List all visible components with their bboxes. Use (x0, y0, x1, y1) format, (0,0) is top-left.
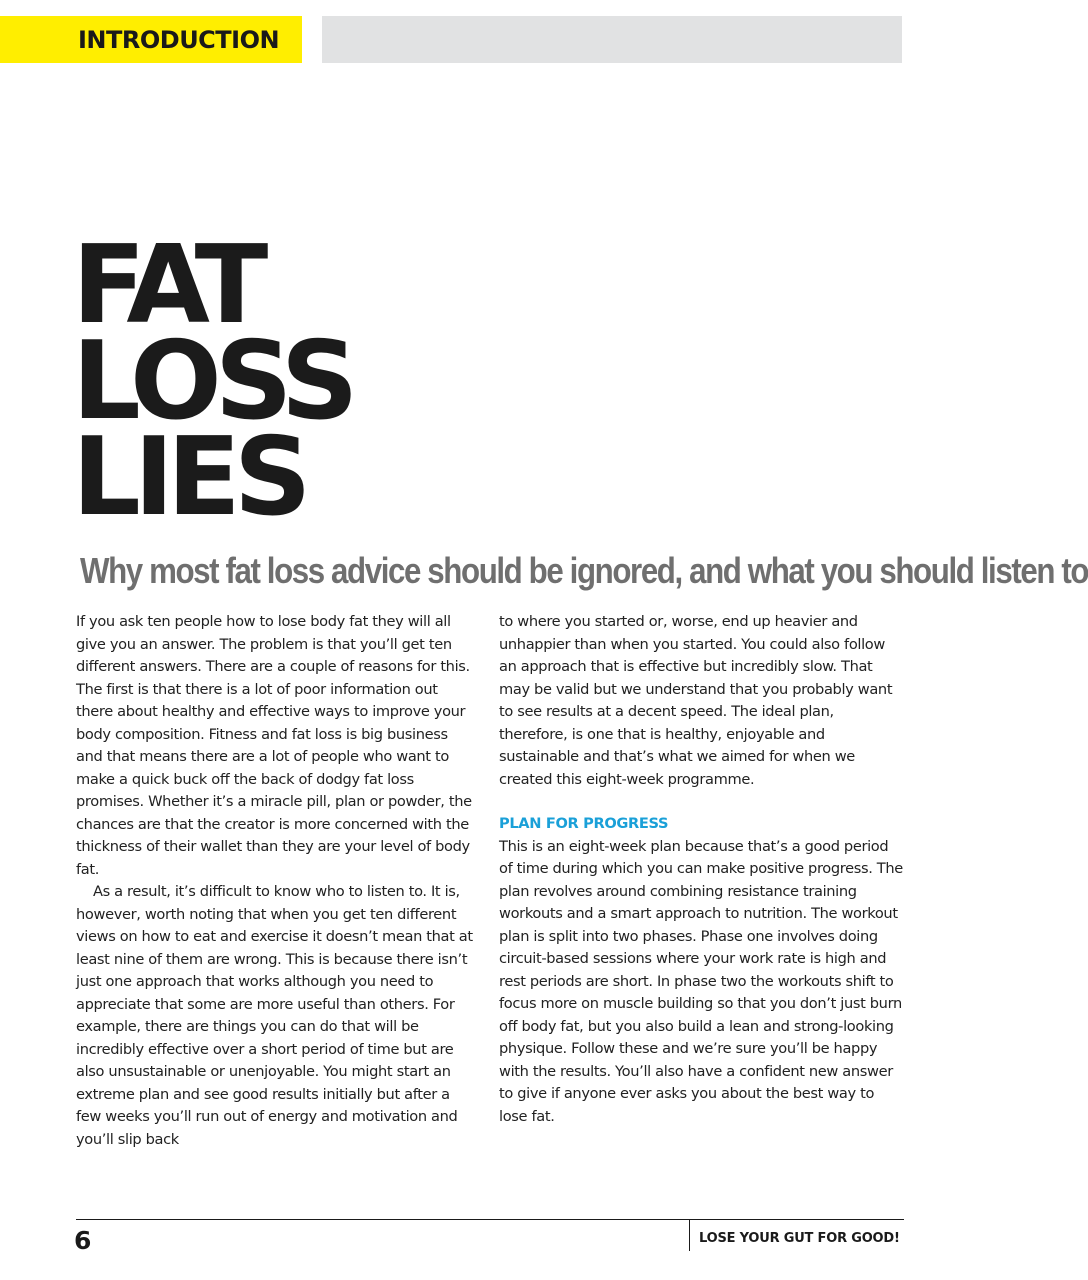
body-paragraph: If you ask ten people how to lose body fat they will all give you an answer. The problem is that you’ll get ten different answers. There are a couple of reasons for this. The first is that there is a lot of poor information out there about healthy and effective ways to improve your body composition. Fitness and fat loss is big business and that means there are a lot of people who want to make a quick buck off the back of dodgy fat loss promises. Whether it’s a miracle pill, plan or powder, the chances are that the creator is more concerned with the thickness of their wallet than they are your level of body fat. (76, 613, 472, 878)
body-paragraph: As a result, it’s difficult to know who to listen to. It is, however, worth noting that when you get ten different views on how to eat and exercise it doesn’t mean that at least nine of them are wrong. This is because there isn’t just one approach that works although you need to appreciate that some are more useful than others. For example, there are things you can do that will be incredibly effective over a short period of time but are also unsustainable or unenjoyable. You might start an extreme plan and see good results initially but after a few weeks you’ll run out of energy and motivation and you’ll slip back (76, 883, 473, 1148)
headline-line-2: LOSS (72, 319, 352, 444)
footer-rule (76, 1219, 904, 1220)
standfirst: Why most fat loss advice should be ignored, and what you should listen to (80, 550, 1088, 591)
header-bar (322, 16, 902, 63)
headline (72, 223, 352, 540)
headline-line-3: LIES (72, 415, 305, 540)
headline-line-1: FAT (72, 223, 262, 348)
subhead-plan-for-progress: PLAN FOR PROGRESS (499, 815, 669, 832)
section-label: INTRODUCTION (0, 16, 302, 63)
body-paragraph: to where you started or, worse, end up heavier and unhappier than when you started. You could also follow an approach that is effective but incredibly slow. That may be valid but we understand that you probably want to see results at a decent speed. The ideal plan, therefore, is one that is healthy, enjoyable and sustainable and that’s what we aimed for when we created this eight-week programme. (499, 613, 893, 788)
footer-publication-title: LOSE YOUR GUT FOR GOOD! (699, 1231, 900, 1246)
page-number: 6 (74, 1226, 92, 1255)
body-column-right (499, 611, 904, 1128)
footer-divider (689, 1219, 690, 1251)
body-column-left (76, 611, 476, 1151)
body-paragraph: This is an eight-week plan because that’s a good period of time during which you can make positive progress. The plan revolves around combining resistance training workouts and a smart approach to nutrition. The workout plan is split into two phases. Phase one involves doing circuit-based sessions where your work rate is high and rest periods are short. In phase two the workouts shift to focus more on muscle building so that you don’t just burn off body fat, but you also build a lean and strong-looking physique. Follow these and we’re sure you’ll be happy with the results. You’ll also have a confident new answer to give if anyone ever asks you about the best way to lose fat. (499, 837, 903, 1125)
